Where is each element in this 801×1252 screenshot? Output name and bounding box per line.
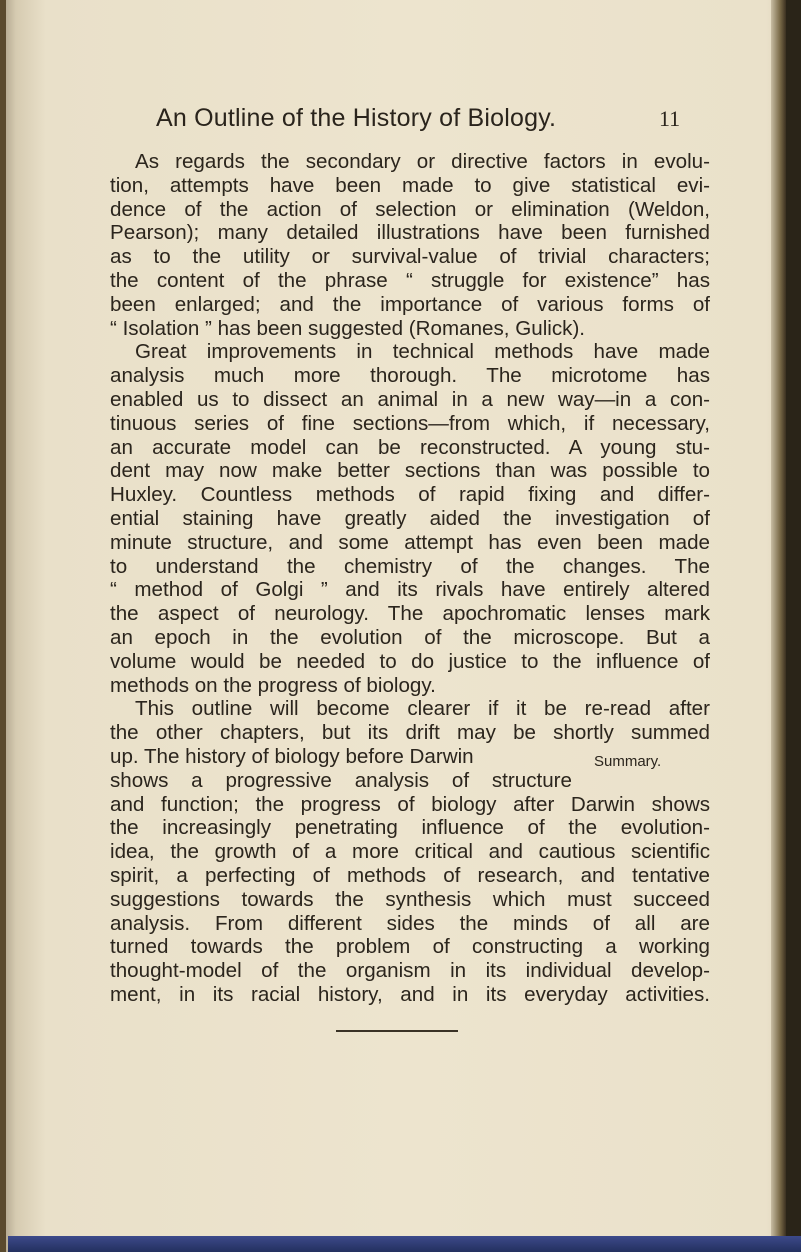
text-line: idea, the growth of a more critical and cautious scientific xyxy=(110,840,710,864)
text-line: Pearson); many detailed illustrations have been furnished xyxy=(110,221,710,245)
text-line: “ Isolation ” has been suggested (Romanes, Gulick). xyxy=(110,316,586,340)
body-text xyxy=(110,150,710,1007)
text-line: “ method of Golgi ” and its rivals have entirely altered xyxy=(110,578,710,602)
text-line: Great improvements in technical methods have made xyxy=(135,340,710,364)
text-line: dence of the action of selection or elimination (Weldon, xyxy=(110,197,710,221)
text-line: dent may now make better sections than was possible to xyxy=(110,459,710,483)
running-head xyxy=(156,104,686,144)
text-line: suggestions towards the synthesis which must succeed xyxy=(110,887,710,911)
text-line: thought-model of the organism in its individual develop- xyxy=(110,959,710,983)
text-line: ment, in its racial history, and in its everyday activities. xyxy=(110,982,710,1006)
book-cover-edge xyxy=(8,1236,801,1252)
text-line: an epoch in the evolution of the microscope. But a xyxy=(110,625,710,649)
text-line: an accurate model can be reconstructed. A young stu- xyxy=(110,435,710,459)
text-line: minute structure, and some attempt has even been made xyxy=(110,530,710,554)
text-line: analysis. From different sides the minds of all are xyxy=(110,911,710,935)
text-line: as to the utility or survival-value of trivial characters; xyxy=(110,245,710,269)
text-line: methods on the progress of biology. xyxy=(110,673,436,697)
text-line: enabled us to dissect an animal in a new way—in a con- xyxy=(110,387,710,411)
text-line: and function; the progress of biology after Darwin shows xyxy=(110,792,710,816)
running-title: An Outline of the History of Biology. xyxy=(156,104,557,132)
text-line: to understand the chemistry of the changes. The xyxy=(110,554,710,578)
text-line: This outline will become clearer if it be re-read after xyxy=(135,697,710,721)
text-line: turned towards the problem of constructing a working xyxy=(110,935,710,959)
text-line: spirit, a perfecting of methods of research, and tentative xyxy=(110,863,710,887)
text-line: volume would be needed to do justice to the influence of xyxy=(110,649,710,673)
text-line: Huxley. Countless methods of rapid fixing and differ- xyxy=(110,483,710,507)
text-line: the content of the phrase “ struggle for existence” has xyxy=(110,268,710,292)
text-line: shows a progressive analysis of structure xyxy=(110,768,572,792)
text-line: the aspect of neurology. The apochromatic lenses mark xyxy=(110,602,710,626)
text-line: analysis much more thorough. The microtome has xyxy=(110,364,710,388)
text-line: the other chapters, but its drift may be shortly summed xyxy=(110,721,710,745)
text-line: been enlarged; and the importance of various forms of xyxy=(110,292,710,316)
margin-note-summary: Summary. xyxy=(594,753,662,770)
text-line: tinuous series of fine sections—from which, if necessary, xyxy=(110,411,710,435)
page-edge-shadow xyxy=(771,0,786,1252)
book-page xyxy=(6,0,786,1252)
text-line: up. The history of biology before Darwin xyxy=(110,744,474,768)
text-line: ential staining have greatly aided the investigation of xyxy=(110,506,710,530)
text-line: tion, attempts have been made to give statistical evi- xyxy=(110,173,710,197)
text-line: the increasingly penetrating influence of the evolution- xyxy=(110,816,710,840)
page-number: 11 xyxy=(659,106,681,131)
text-line: As regards the secondary or directive factors in evolu- xyxy=(135,150,710,173)
section-end-rule xyxy=(336,1030,458,1032)
